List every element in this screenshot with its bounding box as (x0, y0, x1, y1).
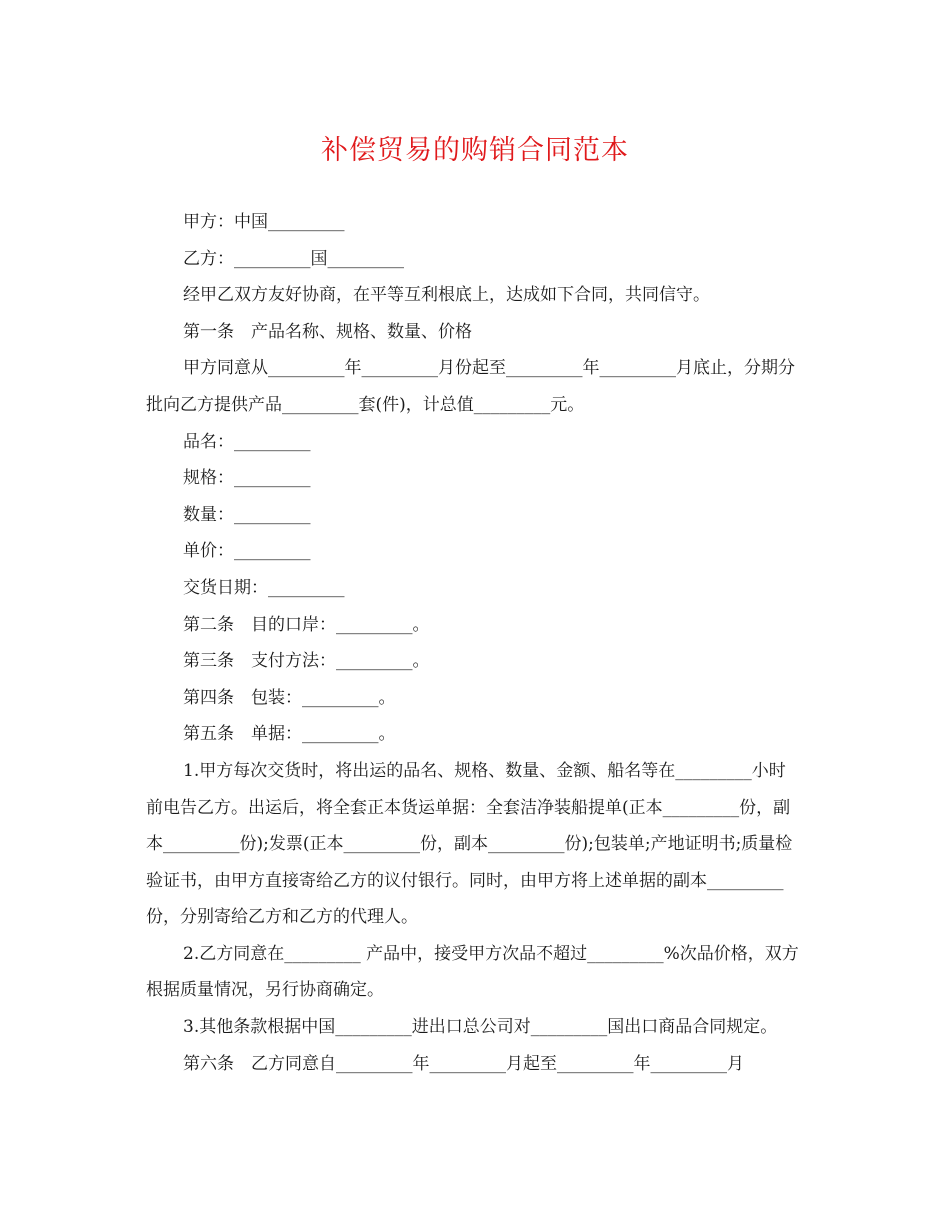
party-a-line: 甲方：中国_________ (183, 212, 345, 232)
article-3: 第三条 支付方法：_________。 (183, 651, 430, 672)
article-5: 第五条 单据：_________。 (183, 724, 396, 745)
field-product-name: 品名：_________ (183, 431, 311, 452)
article-5-clause-1: 1.甲方每次交货时，将出运的品名、规格、数量、金额、船名等在_________小时前电告乙方。出运后，将全套正本货运单据：全套洁净装船提单(正本_________份，副本_________份);发票(正本_________份，副本_________份);包装单;产地证明书;质量检验证书，由甲方直接寄给乙方的议付银行。同时，由甲方将上述单据的副本_________份，分别寄给乙方和乙方的代理人。 (146, 760, 793, 928)
article-6: 第六条 乙方同意自_________年_________月起至_________年_________月 (183, 1053, 744, 1074)
article-5-clause-2: 2.乙方同意在_________ 产品中，接受甲方次品不超过_________%次品价格，双方根据质量情况，另行协商确定。 (146, 943, 799, 1001)
field-spec: 规格：_________ (183, 468, 311, 489)
article-2: 第二条 目的口岸：_________。 (183, 614, 430, 635)
field-quantity: 数量：_________ (183, 504, 311, 525)
article-5-clause-3: 3.其他条款根据中国_________进出口总公司对_________国出口商品合同规定。 (183, 1017, 778, 1038)
preamble: 经甲乙双方友好协商，在平等互利根底上，达成如下合同，共同信守。 (183, 285, 710, 306)
field-unit-price: 单价：_________ (183, 541, 311, 562)
article-1-heading: 第一条 产品名称、规格、数量、价格 (183, 321, 472, 342)
document-title: 补偿贸易的购销合同范本 (321, 135, 629, 166)
document-body (146, 204, 802, 1082)
party-b-line: 乙方：_________国_________ (183, 248, 404, 269)
article-1-body: 甲方同意从_________年_________月份起至_________年_________月底止，分期分批向乙方提供产品_________套(件)，计总值_________元。 (146, 358, 795, 415)
article-4: 第四条 包装：_________。 (183, 687, 396, 708)
field-delivery-date: 交货日期：_________ (183, 577, 345, 598)
